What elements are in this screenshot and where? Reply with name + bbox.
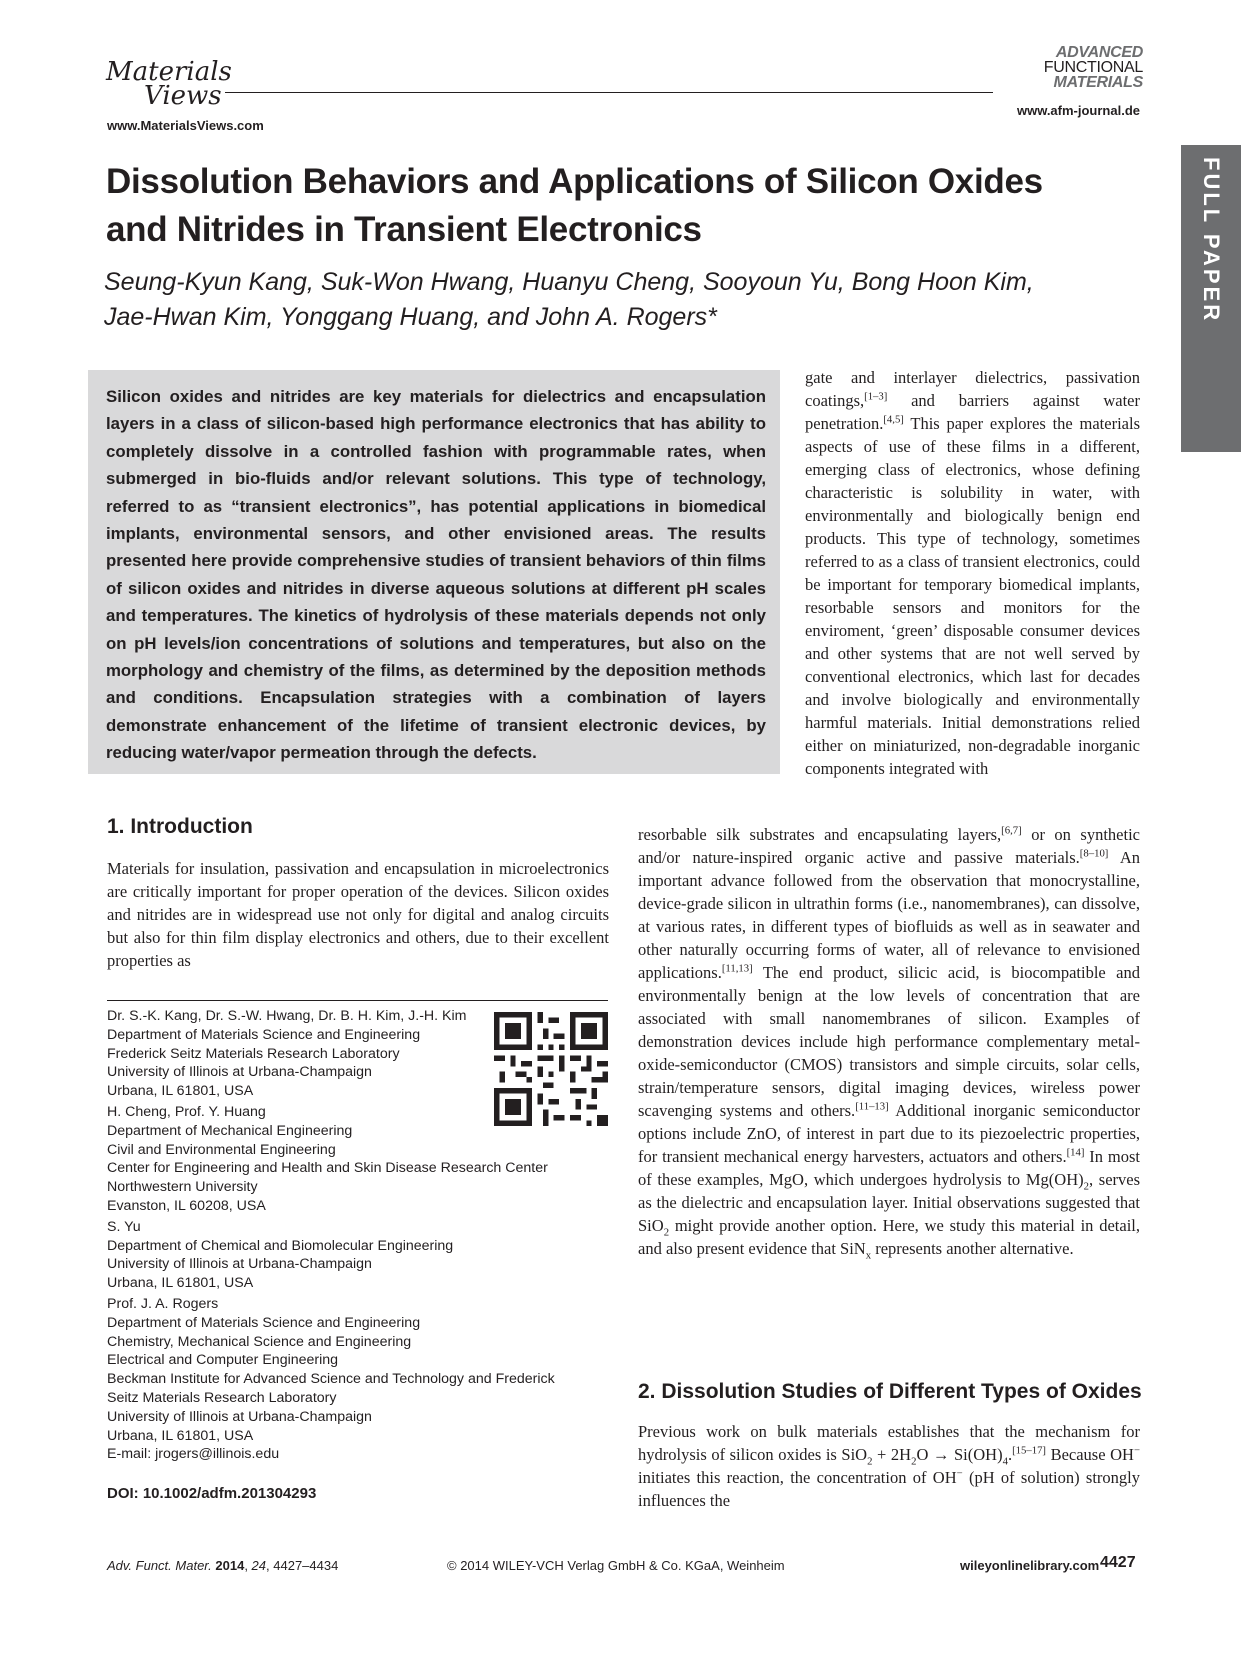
- abstract-text: Silicon oxides and nitrides are key materials for dielectrics and encapsulation layers in a class of silicon-based high performance electronics that has ability to completely dissolve in a controlled fashion with programmable rates, when submerged in bio-fluids and/or relevant solutions. This type of technology, referred to as “transient electronics”, has potential applications in biomedical implants, environmental sensors, and other envisioned areas. The results presented here provide comprehensive studies of transient behaviors of thin films of silicon oxides and nitrides in diverse aqueous solutions at different pH scales and temperatures. The kinetics of hydrolysis of these materials depends not only on pH levels/ion concentrations of solutions and temperatures, but also on the morphology and chemistry of the films, as determined by the deposition methods and conditions. Encapsulation strategies with a combination of layers demonstrate enhancement of the lifetime of transient electronic devices, by reducing water/vapor permeation through the defects.: [106, 387, 766, 763]
- affiliation-line: Beckman Institute for Advanced Science and Technology and Frederick: [107, 1371, 555, 1388]
- intro-text: This paper explores the materials aspects of use of these films in a different, emerging class of electronics, whose defining characteristic is solubility in water, with environmentally and biologically benign end products. This type of technology, sometimes referred to as a class of transient electronics, could be important for temporary biomedical implants, resorbable sensors and monitors for the enviroment, ‘green’ disposable consumer devices and other systems that are not well served by conventional electronics, which last for decades and involve biologically and environmentally harmful materials. Initial demonstrations relied either on miniaturized, non-degradable inorganic components integrated with: [805, 414, 1140, 778]
- affiliation-line: S. Yu: [107, 1218, 141, 1235]
- citation[interactable]: [1–3]: [864, 390, 888, 403]
- superscript: −: [1133, 1444, 1140, 1457]
- logo-word-materials: Materials: [106, 57, 232, 87]
- doi[interactable]: DOI: 10.1002/adfm.201304293: [107, 1485, 317, 1502]
- intro-text: In most of these examples, MgO, which undergoes hydrolysis to Mg(OH): [638, 1147, 1140, 1189]
- affiliation-line: University of Illinois at Urbana-Champaign: [107, 1408, 372, 1425]
- sec2-text: Previous work on bulk materials establishes that the mechanism for hydrolysis of silicon oxides is SiO: [638, 1422, 1140, 1464]
- affiliation-line: Evanston, IL 60208, USA: [107, 1197, 266, 1214]
- intro-heading: 1. Introduction: [107, 815, 253, 838]
- affiliation-line: Urbana, IL 61801, USA: [107, 1083, 254, 1100]
- subscript: 2: [1083, 1180, 1089, 1193]
- article-title: [106, 158, 1116, 254]
- page-number: 4427: [1100, 1554, 1136, 1571]
- affiliation-line: Department of Materials Science and Engineering: [107, 1314, 421, 1331]
- full-paper-tab: [1181, 145, 1241, 452]
- sec2-text: (pH of solution) strongly influences the: [638, 1468, 1140, 1510]
- intro-text: Additional inorganic semiconductor options include ZnO, of interest in part due to its piezoelectric properties, for transient mechanical energy harvesters, actuators and others.: [638, 1101, 1140, 1166]
- sec2-text: + 2H: [872, 1445, 912, 1464]
- affiliation-line: Civil and Environmental Engineering: [107, 1141, 336, 1158]
- authors-line-1: Seung-Kyun Kang, Suk-Won Hwang, Huanyu Cheng, Sooyoun Yu, Bong Hoon Kim,: [104, 268, 1034, 296]
- publisher-url[interactable]: www.MaterialsViews.com: [107, 118, 264, 133]
- abstract-box: [88, 370, 780, 774]
- citation[interactable]: [15–17]: [1012, 1444, 1046, 1457]
- affiliation-line: Electrical and Computer Engineering: [107, 1352, 339, 1369]
- subscript: 2: [663, 1226, 670, 1239]
- affiliation-line: Department of Chemical and Biomolecular Engineering: [107, 1237, 454, 1254]
- intro-right-column-top: [805, 366, 1140, 780]
- affiliation-rule: [107, 1000, 608, 1001]
- subscript: 2: [867, 1455, 873, 1468]
- sec2-text: initiates this reaction, the concentration of OH: [638, 1468, 957, 1487]
- intro-text: and barriers against water penetration.: [805, 391, 1140, 433]
- affiliation-line: University of Illinois at Urbana-Champaign: [107, 1256, 372, 1273]
- intro-text: or on synthetic and/or nature-inspired organic active and passive materials.: [638, 825, 1140, 867]
- subscript: 4: [1002, 1455, 1008, 1468]
- intro-text: represents another alternative.: [871, 1239, 1074, 1258]
- journal-logo-line3: MATERIALS: [1053, 74, 1143, 91]
- intro-text: The end product, silicic acid, is biocompatible and environmentally benign at the low levels of concentration that are associated with small nanomembranes of silicon. Examples of demonstration devices include high performance complementary metal-oxide-semiconductor (CMOS) transistors and simple circuits, solar cells, strain/temperature sensors, digital imaging devices, wireless power scavenging systems and others.: [638, 963, 1140, 1120]
- subscript: x: [865, 1249, 872, 1262]
- journal-logo-line2: FUNCTIONAL: [1043, 59, 1143, 76]
- affiliation-line: Northwestern University: [107, 1179, 258, 1196]
- footer-copyright: © 2014 WILEY-VCH Verlag GmbH & Co. KGaA, Weinheim: [447, 1558, 785, 1573]
- section-2-heading: 2. Dissolution Studies of Different Types of Oxides: [638, 1380, 1142, 1403]
- sec2-text: O → Si(OH): [916, 1445, 1003, 1464]
- footer-citation: Adv. Funct. Mater. 2014, 24, 4427–4434: [107, 1558, 339, 1573]
- footer-pages: 4427–4434: [273, 1558, 339, 1573]
- section-2-text: [638, 1420, 1140, 1512]
- affiliation-line: Urbana, IL 61801, USA: [107, 1427, 254, 1444]
- author-list: [104, 265, 1114, 335]
- materials-views-logo: [104, 54, 234, 109]
- email-link[interactable]: E-mail: jrogers@illinois.edu: [107, 1446, 280, 1463]
- affiliation-line: Center for Engineering and Health and Skin Disease Research Center: [107, 1160, 548, 1177]
- intro-text: resorbable silk substrates and encapsulating layers,: [638, 825, 1002, 844]
- affiliation-line: Chemistry, Mechanical Science and Engineering: [107, 1333, 412, 1350]
- affiliation-line: Urbana, IL 61801, USA: [107, 1275, 254, 1292]
- intro-left-text: Materials for insulation, passivation and encapsulation in microelectronics are critically important for proper operation of the devices. Silicon oxides and nitrides are in widespread use not only for digital and analog circuits but also for thin film display electronics and others, due to their excellent properties as: [107, 859, 609, 970]
- citation[interactable]: [4,5]: [883, 413, 904, 426]
- intro-text: gate and interlayer dielectrics, passivation coatings,: [805, 368, 1140, 410]
- affiliation-line: Department of Materials Science and Engineering: [107, 1026, 421, 1043]
- citation[interactable]: [8–10]: [1079, 847, 1109, 860]
- subscript: 2: [911, 1455, 917, 1468]
- affiliation-line: H. Cheng, Prof. Y. Huang: [107, 1103, 266, 1120]
- footer-journal: Adv. Funct. Mater.: [107, 1558, 212, 1573]
- affiliation-line: Department of Mechanical Engineering: [107, 1122, 353, 1139]
- affiliation-line: Dr. S.-K. Kang, Dr. S.-W. Hwang, Dr. B. H. Kim, J.-H. Kim: [107, 1008, 467, 1024]
- affiliation-block-4: [107, 1295, 607, 1464]
- full-paper-tab-label: FULL PAPER: [1199, 157, 1224, 324]
- citation[interactable]: [14]: [1066, 1146, 1085, 1159]
- authors-line-2: Jae-Hwan Kim, Yonggang Huang, and John A. Rogers*: [104, 303, 717, 331]
- header-rule: [225, 92, 993, 93]
- intro-text: might provide another option. Here, we study this material in detail, and also present evidence that SiN: [638, 1216, 1140, 1258]
- footer-year: 2014: [215, 1558, 245, 1573]
- sec2-text: .: [1007, 1445, 1013, 1464]
- superscript: −: [956, 1467, 963, 1480]
- affiliation-line: Frederick Seitz Materials Research Laboratory: [107, 1045, 400, 1062]
- journal-logo-line1: ADVANCED: [1055, 44, 1143, 61]
- intro-text: An important advance followed from the observation that monocrystalline, device-grade silicon in ultrathin forms (i.e., nanomembranes), can dissolve, at various rates, in different types of biofluids as well as in seawater and other naturally occurring forms of water, all of relevance to envisioned applications.: [638, 848, 1140, 982]
- journal-url[interactable]: www.afm-journal.de: [1016, 103, 1140, 118]
- affiliation-block-3: [107, 1218, 607, 1293]
- journal-logo: [1008, 45, 1143, 90]
- affiliation-line: Seitz Materials Research Laboratory: [107, 1389, 337, 1406]
- citation[interactable]: [6,7]: [1001, 824, 1022, 837]
- citation[interactable]: [11,13]: [721, 962, 753, 975]
- qr-code[interactable]: [494, 1012, 608, 1126]
- citation[interactable]: [11–13]: [855, 1100, 889, 1113]
- logo-word-views: Views: [144, 81, 222, 109]
- intro-right-column-bottom: [638, 823, 1140, 1260]
- intro-text: , serves as the dielectric and encapsulation layer. Initial observations suggested that SiO: [638, 1170, 1141, 1235]
- title-line-1: Dissolution Behaviors and Applications of Silicon Oxides: [106, 162, 1043, 201]
- footer-site[interactable]: wileyonlinelibrary.com: [960, 1558, 1100, 1573]
- title-line-2: and Nitrides in Transient Electronics: [106, 210, 702, 249]
- affiliation-line: University of Illinois at Urbana-Champaign: [107, 1064, 372, 1081]
- footer-volume: 24: [251, 1558, 267, 1573]
- sec2-text: Because OH: [1046, 1445, 1134, 1464]
- affiliation-line: Prof. J. A. Rogers: [107, 1295, 219, 1312]
